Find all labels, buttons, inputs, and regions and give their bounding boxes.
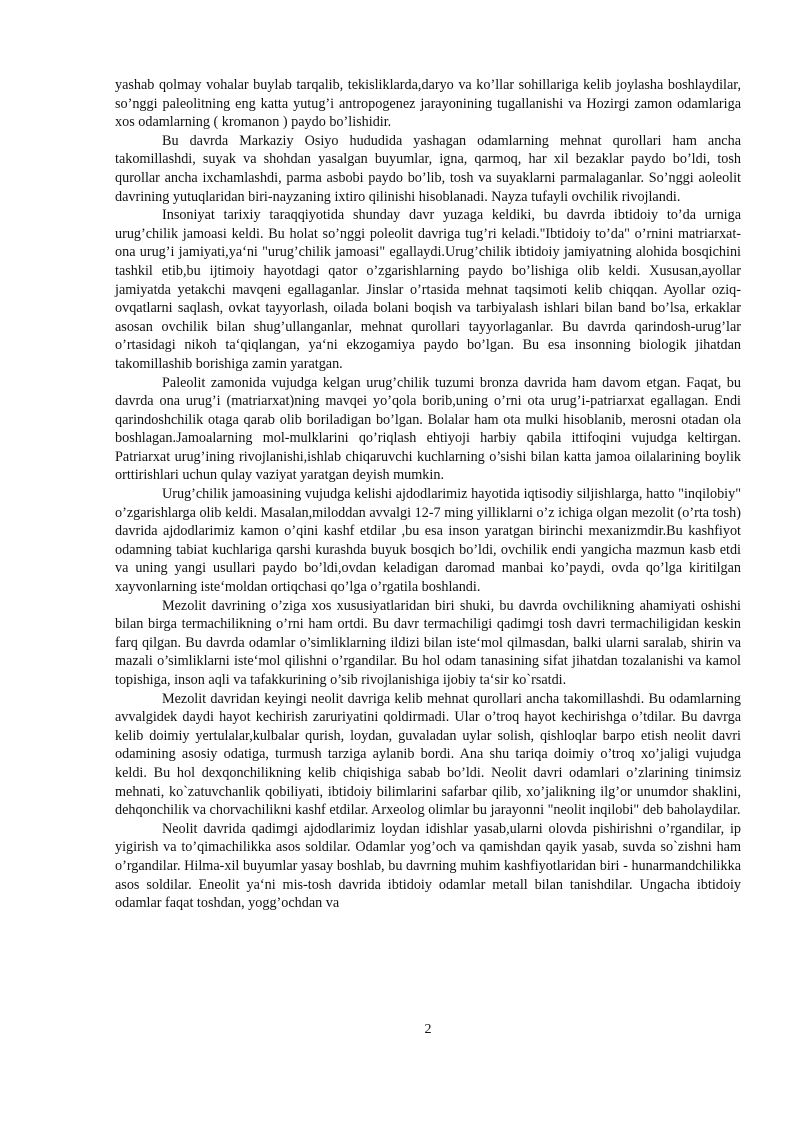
document-body — [115, 76, 741, 913]
paragraph-3: Insoniyat tarixiy taraqqiyotida shunday davr yuzaga keldiki, bu davrda ibtidoiy to’da urniga urug’chilik jamoasi keldi. Bu holat so’nggi poleolit davriga tug’ri keladi."Ibtidoiy to’da" o’rnini matriarxat-ona urug’i jamiyati,ya‘ni "urug’chilik jamoasi" egallaydi.Urug’chilik ibtidoiy jamiyatning alohida bosqichini tashkil etib,bu ijtimoiy hayotdagi qator o’zgarishlarning paydo bo’lishiga olib keldi. Xususan,ayollar jamiyatda yetakchi mavqeni egallaganlar. Jinslar o’rtasida mehnat taqsimoti kelib chiqqan. Ayollar oziq-ovqatlarni saqlash, ovkat tayyorlash, oilada bolani boqish va tarbiyalash ishlari bilan band bo’lsa, erkaklar asosan ovchilik bilan shug’ullanganlar, mehnat qurollari tayyorlaganlar. Bu davrda qarindosh-urug’lar o’rtasidagi nikoh ta‘qiqlangan, ya‘ni ekzogamiya paydo bo’lgan. Bu esa insonning biologik jihatdan takomillashib borishiga zamin yaratgan. — [115, 207, 741, 372]
paragraph-1: yashab qolmay vohalar buylab tarqalib, tekisliklarda,daryo va ko’llar sohillariga kelib joylasha boshlaydilar, so’nggi paleolitning eng katta yutug’i antropogenez jarayonining tugallanishi va Hozirgi zamon odamlariga xos odamlarning ( kromanon ) paydo bo’lishidir. — [115, 77, 741, 131]
paragraph-4: Paleolit zamonida vujudga kelgan urug’chilik tuzumi bronza davrida ham davom etgan. Faqat, bu davrda ona urug’i (matriarxat)ning mavqei yo’qola borib,uning o’rni ota urug’i-patriarxat egallagan. Endi qarindoshchilik otaga qarab olib boriladigan bo’lgan. Bolalar ham ota mulki hisoblanib, merosni otadan ola boshlagan.Jamoalarning mol-mulklarini qo’riqlash ehtiyoji harbiy qabila ittifoqini vujudga keltirgan. Patriarxat urug’ining rivojlanishi,ishlab chiqaruvchi kuchlarning o’sishi bilan katta jamoa oilalarining boylik orttirishlari uchun qulay vaziyat yaratgan deyish mumkin. — [115, 374, 741, 484]
paragraph-6: Mezolit davrining o’ziga xos xususiyatlaridan biri shuki, bu davrda ovchilikning ahamiyati oshishi bilan birga termachilikning o’rni ham ortdi. Bu davr termachiligi qadimgi tosh davri termachiligidan keskin farq qilgan. Bu davrda odamlar o’simliklarning ildizi bilan iste‘mol qilmasdan, balki ularni saralab, shirin va mazali o’simliklarni iste‘mol qilishni o’rgandilar. Bu hol odam tanasining sifat jihatdan tozalanishi va kamol topishiga, inson aqli va tafakkurining o’sib rivojlanishiga ijobiy ta‘sir ko`rsatdi. — [115, 597, 741, 688]
page-number: 2 — [424, 1022, 432, 1037]
paragraph-8: Neolit davrida qadimgi ajdodlarimiz loydan idishlar yasab,ularni olovda pishirishni o’rgandilar, ip yigirish va to’qimachilikka asos soldilar. Odamlar yog’och va qamishdan qayik yasab, suvda so`zishni ham o’rgandilar. Hilma-xil buyumlar yasay boshlab, bu davrning muhim kashfiyotlaridan biri - hunarmandchilikka asos soldilar. Eneolit ya‘ni mis-tosh davrida ibtidoiy odamlar metall bilan tanishdilar. Ungacha ibtidoiy odamlar faqat toshdan, yogg’ochdan va — [115, 820, 741, 912]
paragraph-2: Bu davrda Markaziy Osiyo hududida yashagan odamlarning mehnat qurollari ham ancha takomillashdi, suyak va shohdan yasalgan buyumlar, igna, qarmoq, har xil bezaklar paydo bo’ldi, tosh qurollar ancha ixchamlashdi, parma asbobi paydo bo’lib, tosh va suyaklarni parmalaganlar. So’nggi aoleolit davrining yutuqlaridan biri-nayzaning ixtiro qilinishi hisoblanadi. Nayza tufayli ovchilik rivojlandi. — [115, 132, 741, 205]
paragraph-5: Urug’chilik jamoasining vujudga kelishi ajdodlarimiz hayotida iqtisodiy siljishlarga, hatto "inqilobiy" o’zgarishlarga olib keldi. Masalan,miloddan avvalgi 12-7 ming yilliklarni o’z ichiga olgan mezolit (o’rta tosh) davrida ajdodlarimiz kamon o’qini kashf etdilar ,bu esa inson yaratgan birinchi mexanizmdir.Bu kashfiyot odamning tabiat kuchlariga qarshi kurashda buyuk bosqich bo’ldi, ovchilik endi yangicha mazmun kasb etdi va uning yangi usullari paydo bo’ldi,ovdan keladigan daromad manbai ko’paydi, ovda qo’lga kiritilgan xayvonlarning iste‘moldan ortiqchasi qo’lga o’rgatila boshlandi. — [115, 486, 741, 596]
paragraph-7: Mezolit davridan keyingi neolit davriga kelib mehnat qurollari ancha takomillashdi. Bu odamlarning avvalgidek daydi hayot kechirish zaruriyatini qoldirmadi. Ular o’troq hayot kechirishga o’tdilar. Bu davrga kelib doimiy yertulalar,kulbalar qurish, loydan, guvaladan uylar solish, qishloqlar barpo etish neolit davri odamining asosiy odatiga, turmush tarziga aylanib bordi. Ana shu tariqa doimiy o’troq xo’jaligi vujudga keldi. Bu hol dexqonchilikning kelib chiqishiga sabab bo’ldi. Neolit davri odamlari o’zlarining tinimsiz mehnati, ko`zatuvchanlik qobiliyati, ibtidoiy bilimlarini safarbar qilib, xo’jalikning ilg’or unumdor shaklini, dehqonchilik va chorvachilikni kashf etdilar. Arxeolog olimlar bu jarayonni "neolit inqilobi" deb baholaydilar. — [115, 690, 741, 819]
